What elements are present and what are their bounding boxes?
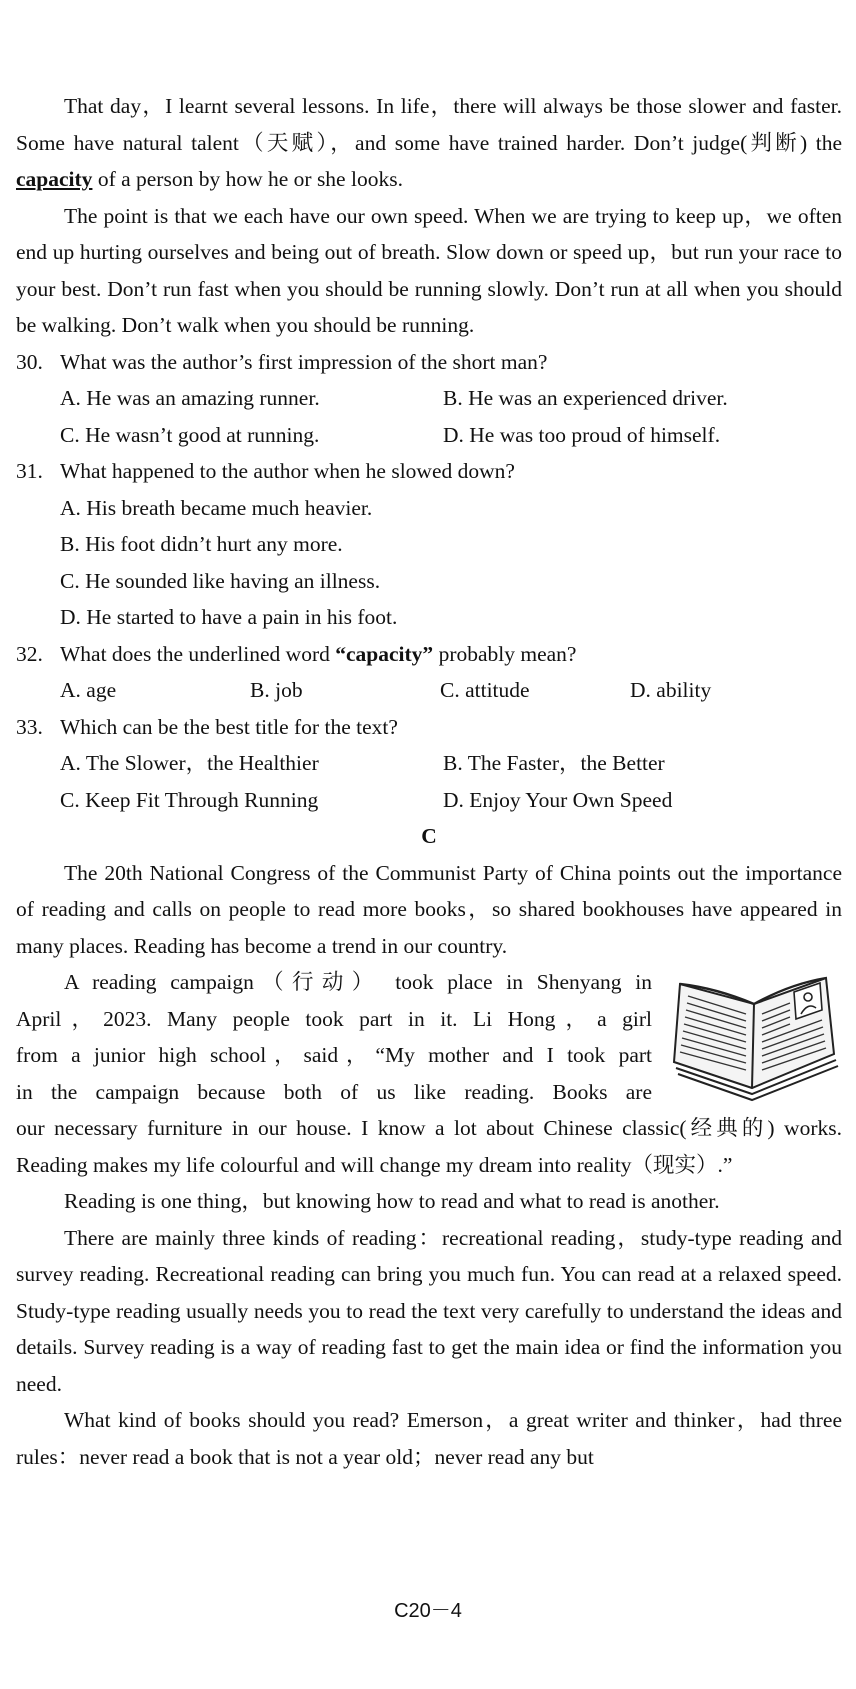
keyword: “capacity” bbox=[335, 641, 434, 666]
paragraph: There are mainly three kinds of reading：recreational reading，study-type reading and survey reading. Recreational reading can bring you much fun. You can read at a relaxed speed. Study-type reading usually needs you to read the text very carefully to understand the ideas and details. Survey reading is a way of reading fast to get the main idea or find the information you need. bbox=[16, 1225, 842, 1396]
option-a: A. age bbox=[60, 678, 117, 702]
question-text: What was the author’s first impression of the short man? bbox=[60, 349, 548, 374]
option-b: B. job bbox=[250, 678, 303, 702]
paragraph: The 20th National Congress of the Communist Party of China points out the importance of reading and calls on people to read more books，so shared bookhouses have appeared in many places. Reading has become a trend in our country. bbox=[16, 860, 842, 958]
option-b: B. His foot didn’t hurt any more. bbox=[60, 532, 343, 556]
open-book-icon bbox=[666, 970, 842, 1110]
option-d: D. He was too proud of himself. bbox=[443, 422, 721, 447]
paragraph: The point is that we each have our own speed. When we are trying to keep up，we often end up hurting ourselves and being out of breath. Slow down or speed up，but run your race to your best. Don’t run fast when you should be running slowly. Don’t run at all when you should be walking. Don’t walk when you should be running. bbox=[16, 203, 842, 337]
option-a: A. His breath became much heavier. bbox=[60, 495, 373, 520]
page-number: C20－4 bbox=[394, 1600, 462, 1622]
question-number: 31. bbox=[16, 459, 43, 483]
question-text: Which can be the best title for the text? bbox=[60, 714, 398, 739]
option-c: C. He wasn’t good at running. bbox=[60, 422, 320, 447]
page-content bbox=[16, 88, 842, 1475]
question-number: 33. bbox=[16, 714, 43, 739]
underlined-word: capacity bbox=[16, 167, 93, 191]
question-30 bbox=[16, 344, 842, 454]
paragraph: What kind of books should you read? Emerson，a great writer and thinker，had three rules：never read a book that is not a year old；never read any but bbox=[16, 1408, 842, 1469]
question-31 bbox=[16, 453, 842, 636]
option-d: D. He started to have a pain in his foot. bbox=[60, 605, 398, 629]
paragraph-line: in the campaign because both of us like reading. Books are bbox=[16, 1079, 652, 1104]
option-c: C. Keep Fit Through Running bbox=[60, 787, 319, 812]
option-b: B. The Faster，the Better bbox=[443, 751, 665, 775]
paragraph: our necessary furniture in our house. I know a lot about Chinese classic(经典的) works. Reading makes my life colourful and will change my dream into reality（现实）.” bbox=[16, 1116, 842, 1177]
question-number: 30. bbox=[16, 349, 43, 374]
question-32 bbox=[16, 636, 842, 709]
paragraph: That day，I learnt several lessons. In life，there will always be those slower and faster. Some have natural talent（天赋），and some have trained harder. Don’t judge(判断) the capacity of a person by how he or she looks. bbox=[16, 94, 842, 191]
question-text: What does the underlined word “capacity” probably mean? bbox=[60, 641, 577, 666]
paragraph: Reading is one thing，but knowing how to read and what to read is another. bbox=[64, 1189, 720, 1213]
option-c: C. attitude bbox=[440, 678, 530, 702]
option-d: D. Enjoy Your Own Speed bbox=[443, 787, 673, 812]
open-book-illustration bbox=[666, 970, 842, 1110]
option-b: B. He was an experienced driver. bbox=[443, 386, 728, 410]
question-number: 32. bbox=[16, 641, 43, 666]
paragraph-line: A reading campaign（行动） took place in Shenyang in bbox=[64, 970, 652, 994]
paragraph-with-image bbox=[16, 964, 842, 1183]
option-c: C. He sounded like having an illness. bbox=[60, 568, 381, 593]
section-heading: C bbox=[421, 824, 437, 848]
question-text: What happened to the author when he slowed down? bbox=[60, 459, 515, 483]
option-a: A. The Slower，the Healthier bbox=[60, 751, 319, 775]
paragraph-line: April，2023. Many people took part in it. Li Hong，a girl bbox=[16, 1006, 652, 1031]
option-d: D. ability bbox=[630, 678, 712, 702]
paragraph-line: from a junior high school，said，“My mother and I took part bbox=[16, 1043, 652, 1067]
option-a: A. He was an amazing runner. bbox=[60, 386, 320, 410]
question-33 bbox=[16, 709, 842, 819]
